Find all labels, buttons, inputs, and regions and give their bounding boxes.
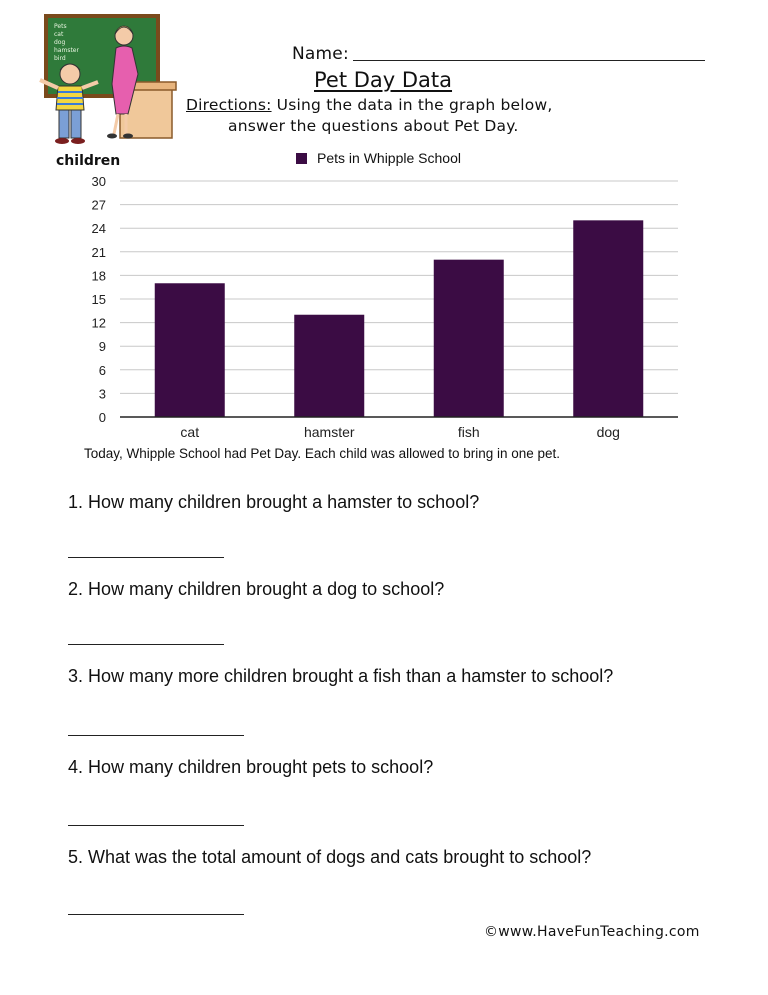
y-tick-label: 30 [91, 174, 106, 189]
y-tick-label: 24 [91, 221, 106, 237]
footer-credit: ©www.HaveFunTeaching.com [484, 924, 700, 940]
y-tick-label: 21 [91, 244, 106, 260]
y-tick-label: 3 [98, 386, 106, 402]
bar-hamster [294, 315, 364, 417]
chalk-word: cat [54, 31, 64, 38]
answer-line-5 [68, 914, 244, 915]
y-tick-label: 0 [98, 410, 106, 425]
y-axis-label: children [56, 153, 121, 169]
question-1: 1. How many children brought a hamster to school? [68, 492, 480, 512]
x-tick-label: cat [180, 424, 200, 440]
directions-label: Directions: [186, 96, 272, 114]
question-4: 4. How many children brought pets to school? [68, 757, 434, 777]
y-tick-label: 6 [98, 362, 106, 378]
answer-line-1 [68, 557, 224, 558]
directions-line-2: answer the questions about Pet Day. [228, 117, 519, 135]
x-tick-label: hamster [303, 424, 355, 440]
bar-cat [155, 283, 225, 417]
answer-line-4 [68, 825, 244, 826]
directions-line-1: Using the data in the graph below, [276, 96, 553, 114]
legend-label: Pets in Whipple School [317, 150, 461, 166]
bar-fish [434, 260, 504, 417]
question-2: 2. How many children brought a dog to school? [68, 579, 445, 599]
y-tick-label: 27 [91, 197, 106, 213]
y-tick-label: 15 [91, 292, 106, 307]
name-label: Name: [292, 44, 349, 64]
y-tick-label: 9 [98, 339, 106, 355]
chalk-word: dog [54, 39, 66, 46]
page-title: Pet Day Data [314, 68, 453, 92]
chart-caption: Today, Whipple School had Pet Day. Each child was allowed to bring in one pet. [84, 446, 561, 461]
answer-line-2 [68, 644, 224, 645]
y-tick-label: 18 [91, 268, 106, 284]
x-tick-label: fish [457, 424, 480, 440]
answer-line-3 [68, 735, 244, 736]
chalk-word: Pets [54, 23, 67, 30]
y-tick-label: 12 [91, 315, 106, 331]
question-3: 3. How many more children brought a fish than a hamster to school? [68, 666, 614, 686]
question-5: 5. What was the total amount of dogs and cats brought to school? [68, 847, 592, 867]
x-tick-label: dog [596, 424, 620, 440]
bar-chart [0, 0, 768, 450]
bar-dog [573, 220, 643, 417]
chalk-word: hamster [54, 47, 79, 54]
chalk-word: bird [54, 55, 66, 62]
